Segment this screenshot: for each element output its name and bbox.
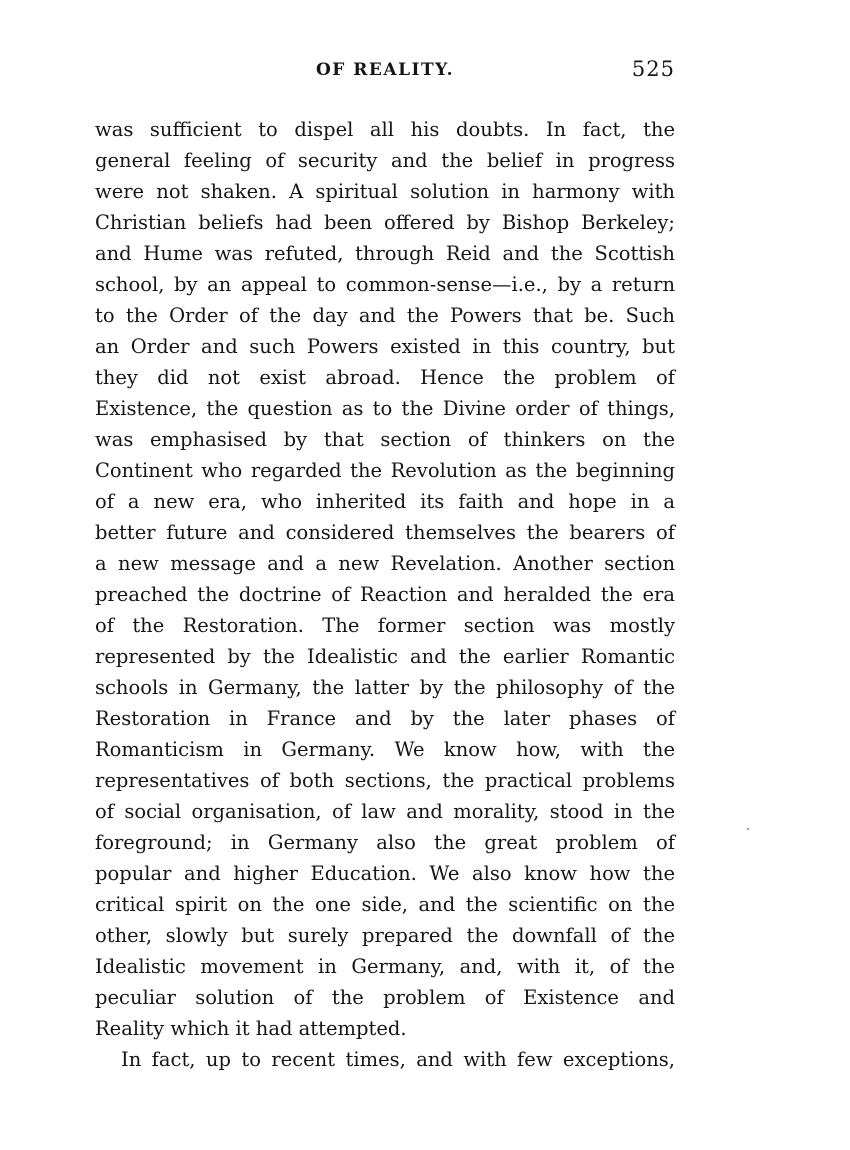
text-line: of the Restoration. The former section was mostly [95, 614, 675, 637]
body-text [95, 114, 675, 1075]
running-head [95, 57, 675, 90]
text-line: general feeling of security and the belief in progress [95, 149, 675, 172]
paragraph-end-line: Reality which it had attempted. [95, 1017, 407, 1040]
text-line: and Hume was refuted, through Reid and the Scottish [95, 242, 675, 265]
text-line: foreground; in Germany also the great problem of [95, 831, 675, 854]
text-line: were not shaken. A spiritual solution in harmony with [95, 180, 675, 203]
text-line: Existence, the question as to the Divine order of things, [95, 397, 675, 420]
page-number: 525 [631, 57, 675, 81]
text-line: preached the doctrine of Reaction and heralded the era [95, 583, 675, 606]
text-line: Christian beliefs had been offered by Bishop Berkeley; [95, 211, 675, 234]
text-line: other, slowly but surely prepared the downfall of the [95, 924, 675, 947]
text-line: schools in Germany, the latter by the philosophy of the [95, 676, 675, 699]
text-line: of a new era, who inherited its faith and hope in a [95, 490, 675, 513]
running-title: OF REALITY. [316, 60, 454, 80]
text-line: of social organisation, of law and morality, stood in the [95, 800, 675, 823]
text-line: Romanticism in Germany. We know how, with the [95, 738, 675, 761]
text-line: an Order and such Powers existed in this country, but [95, 335, 675, 358]
text-line: a new message and a new Revelation. Another section [95, 552, 675, 575]
text-line: popular and higher Education. We also know how the [95, 862, 675, 885]
text-line: Idealistic movement in Germany, and, with it, of the [95, 955, 675, 978]
text-line: represented by the Idealistic and the earlier Romantic [95, 645, 675, 668]
text-line: was emphasised by that section of thinkers on the [95, 428, 675, 451]
text-line: peculiar solution of the problem of Existence and [95, 986, 675, 1009]
scan-speck [747, 828, 749, 830]
text-line: they did not exist abroad. Hence the problem of [95, 366, 675, 389]
text-line: better future and considered themselves the bearers of [95, 521, 675, 544]
text-line: critical spirit on the one side, and the scientific on the [95, 893, 675, 916]
text-line: representatives of both sections, the practical problems [95, 769, 675, 792]
paragraph-start-line: In fact, up to recent times, and with few exceptions, [121, 1048, 675, 1071]
text-line: was sufficient to dispel all his doubts. In fact, the [95, 118, 675, 141]
text-line: Continent who regarded the Revolution as the beginning [95, 459, 675, 482]
text-line: school, by an appeal to common-sense—i.e., by a return [95, 273, 675, 296]
text-line: Restoration in France and by the later phases of [95, 707, 675, 730]
text-line: to the Order of the day and the Powers that be. Such [95, 304, 675, 327]
